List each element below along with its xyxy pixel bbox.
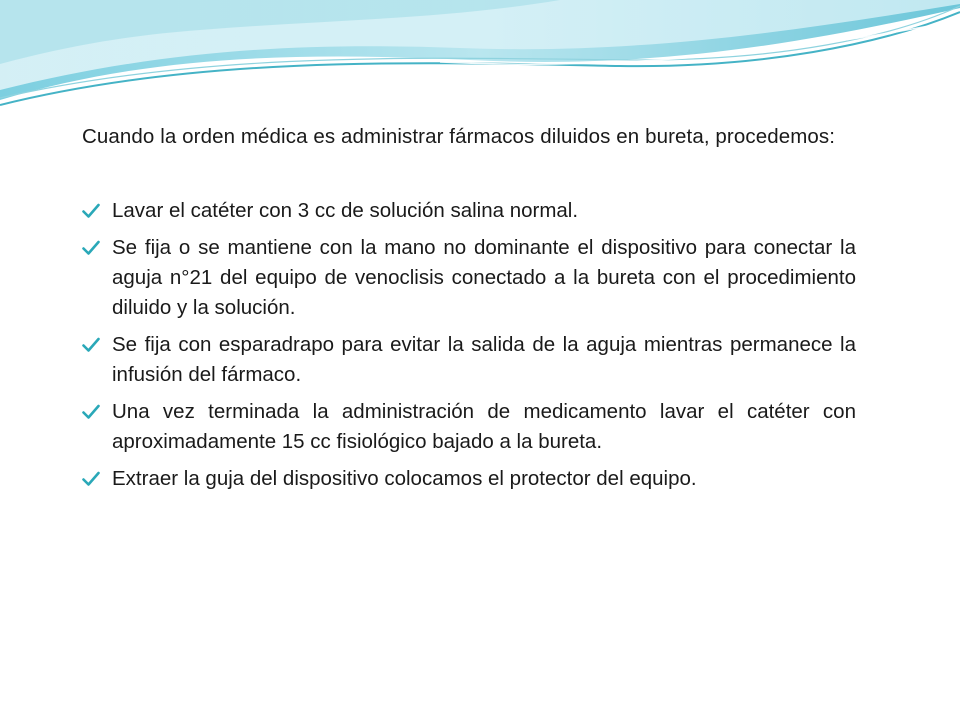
bullet-list <box>82 196 856 494</box>
bullet-item <box>82 397 856 457</box>
bullet-text: Extraer la guja del dispositivo colocamos el protector del equipo. <box>112 467 697 490</box>
intro-paragraph: Cuando la orden médica es administrar fármacos diluidos en bureta, procedemos: <box>82 125 836 148</box>
checkmark-icon <box>82 337 100 353</box>
checkmark-icon <box>82 404 100 420</box>
bullet-item <box>82 196 856 226</box>
bullet-text: Lavar el catéter con 3 cc de solución salina normal. <box>112 199 579 222</box>
bullet-item <box>82 233 856 323</box>
bullet-text: Una vez terminada la administración de medicamento lavar el catéter con aproximadamente 15 cc fisiológico bajado a la bureta. <box>112 400 856 453</box>
bullet-text: Se fija con esparadrapo para evitar la salida de la aguja mientras permanece la infusión del fármaco. <box>112 333 856 386</box>
bullet-item <box>82 464 856 494</box>
checkmark-icon <box>82 471 100 487</box>
bullet-text: Se fija o se mantiene con la mano no dominante el dispositivo para conectar la aguja n°21 del equipo de venoclisis conectado a la bureta con el procedimiento diluido y la solución. <box>112 236 856 319</box>
slide-body <box>82 122 856 501</box>
checkmark-icon <box>82 203 100 219</box>
header-wave-decoration <box>0 0 960 120</box>
checkmark-icon <box>82 240 100 256</box>
bullet-item <box>82 330 856 390</box>
